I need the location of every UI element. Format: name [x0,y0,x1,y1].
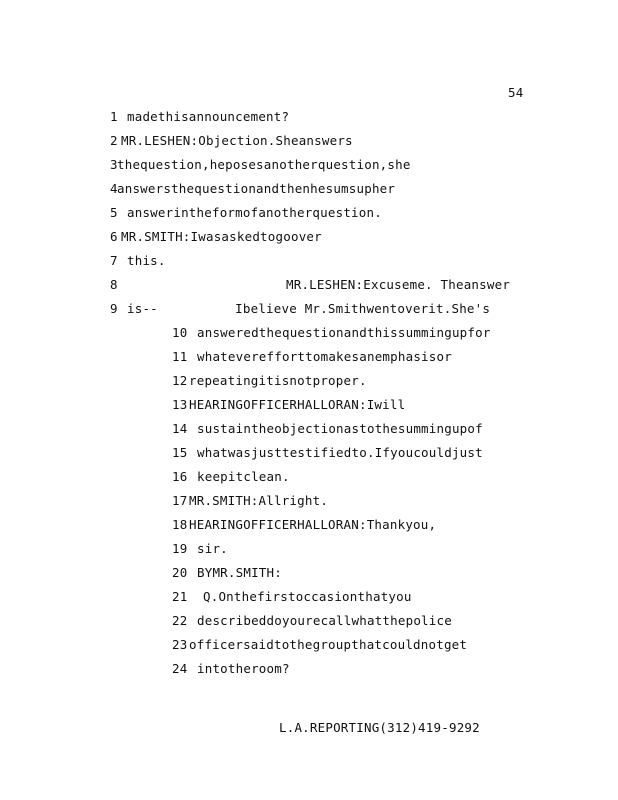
line-number: 19 [172,541,188,556]
line-text: HEARINGOFFICERHALLORAN:Thankyou, [189,517,437,532]
line-number: 2 [110,133,118,148]
line-number: 21 [172,589,188,604]
line-text: this. [127,253,166,268]
line-number: 11 [172,349,188,364]
line-number: 20 [172,565,188,580]
line-text: keepitclean. [197,469,290,484]
line-number: 5 [110,205,118,220]
line-number: 17 [172,493,188,508]
line-text: officersaidtothegroupthatcouldnotget [189,637,468,652]
line-number: 16 [172,469,188,484]
line-number: 9 [110,301,118,316]
line-number: 4 [110,181,118,196]
line-text: madethisannouncement? [127,109,290,124]
line-text: is-- Ibelieve Mr.Smithwentoverit.She's [127,301,491,316]
line-number: 15 [172,445,188,460]
line-text: repeatingitisnotproper. [189,373,367,388]
line-text: intotheroom? [197,661,290,676]
line-number: 8 [110,277,118,292]
line-number: 3 [110,157,118,172]
line-text: describeddoyourecallwhatthepolice [197,613,452,628]
line-number: 22 [172,613,188,628]
line-text: MR.LESHEN:Excuseme. Theanswer [286,277,511,292]
line-number: 6 [110,229,118,244]
line-text: answerintheformofanotherquestion. [127,205,382,220]
line-number: 13 [172,397,188,412]
page-number: 54 [508,85,524,100]
line-number: 14 [172,421,188,436]
line-text: Q.Onthefirstoccasionthatyou [203,589,412,604]
line-text: MR.SMITH:Allright. [189,493,329,508]
line-number: 24 [172,661,188,676]
line-number: 1 [110,109,118,124]
line-text: BYMR.SMITH: [197,565,282,580]
line-text: thequestion,heposesanotherquestion,she [117,157,411,172]
line-text: MR.SMITH:Iwasaskedtogoover [121,229,322,244]
line-number: 18 [172,517,188,532]
line-number: 7 [110,253,118,268]
line-text: sustaintheobjectionastothesummingupof [197,421,483,436]
line-text: MR.LESHEN:Objection.Sheanswers [121,133,353,148]
line-number: 12 [172,373,188,388]
line-text: answeredthequestionandthissummingupfor [197,325,491,340]
line-text: whatwasjusttestifiedto.Ifyoucouldjust [197,445,483,460]
line-text: sir. [197,541,228,556]
footer-reporter: L.A.REPORTING(312)419-9292 [279,720,480,735]
line-text: whateverefforttomakesanemphasisor [197,349,452,364]
line-number: 10 [172,325,188,340]
line-text: HEARINGOFFICERHALLORAN:Iwill [189,397,406,412]
line-text: answersthequestionandthenhesumsupher [117,181,396,196]
line-number: 23 [172,637,188,652]
